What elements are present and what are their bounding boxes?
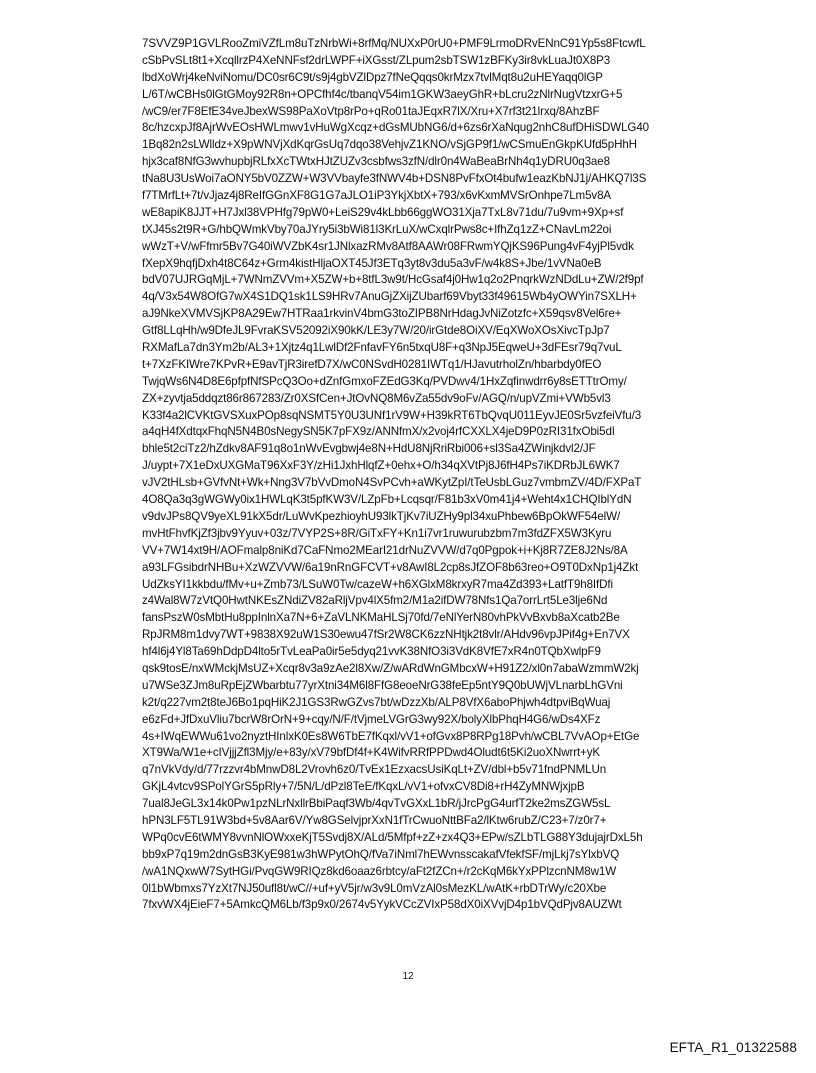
text-line: ZX+zyvtja5ddqzt86r867283/Zr0XSfCen+JtOvNQ8M6vZa55dv9oFv/AGQ/n/upVZmi+VWb5vl3 xyxy=(142,391,611,405)
text-line: u7WSe3ZJm8uRpEjZWbarbtu77yrXtni34M6l8FfG8eoeNrG38feEp5ntY9Q0bUWjVLnarbLhGVni xyxy=(142,678,623,692)
text-line: 7ual8JeGL3x14k0Pw1pzNLrNxllrBbiPaqf3Wb/4qvTvGXxL1bR/jJrcPgG4urfT2ke2msZGW5sL xyxy=(142,797,611,811)
text-line: v9dvJPs8QV9yeXL91kX5dr/LuWvKpezhioyhU93lkTjKv7iUZHy9pl34xuPhbew6BpOkWF54elW/ xyxy=(142,509,621,523)
text-line: tXJ45s2t9R+G/hbQWmkVby70aJYry5i3bWi81l3KrLuX/wCxqlrPws8c+IfhZq1zZ+CNavLm22oi xyxy=(142,222,612,236)
text-line: WPq0cvE6tWMY8vvnNlOWxxeKjT5Svdj8X/ALd/5Mfpf+zZ+zx4Q3+EPw/sZLbTLG88Y3dujajrDxL5h xyxy=(142,830,643,844)
text-line: f7TMrfLt+7t/vJjaz4j8ReIfGGnXF8G1G7aJLO1iP3YkjXbtX+793/x6vKxmMVSrOnhpe7Lm5v8A xyxy=(142,189,612,203)
text-line: 4s+IWqEWWu61vo2nyztHInlxK0Es8W6TbE7fKqxl/vV1+ofGvx8P8RPg18Pvh/wCBL7VvAOp+EtGe xyxy=(142,729,640,743)
text-line: K33f4a2lCVKtGVSXuxPOp8sqNSMT5Y0U3UNf1rV9W+H39kRT6TbQvqU011EyvJE0Sr5vzfeiVfu/3 xyxy=(142,408,642,422)
text-line: 4q/V3x54W8OfG7wX4S1DQ1sk1LS9HRv7AnuGjZXijZUbarf69Vbyt33f49615Wb4yOWYin7SXLH+ xyxy=(142,290,637,304)
text-line: 0l1bWbmxs7YzXt7NJ50ufl8t/wC//+uf+yV5jr/w3v9L0mVzAl0sMezKL/wAtK+rbDTrWy/c20Xbe xyxy=(142,881,607,895)
text-line: 7fxvWX4jEieF7+5AmkcQM6Lb/f3p9x0/2674v5YykVCcZVIxP58dX0iXVvjD4p1bVQdPjv8AUZWt xyxy=(142,898,622,912)
text-line: GKjL4vtcv9SPolYGrS5pRly+7/5N/L/dPzl8TeE/fKqxL/vV1+ofvxCV8Di8+rH4ZyMNWjxjpB xyxy=(142,780,585,794)
text-line: 4O8Qa3q3gWGWy0ix1HWLqK3t5pfKW3V/LZpFb+Lcqsqr/F81b3xV0m41j4+Weht4x1CHQIblYdN xyxy=(142,493,632,507)
text-line: lbdXoWrj4keNviNomu/DC0sr6C9t/s9j4gbVZlDpz7fNeQqqs0krMzx7tvlMqt8u2uHEYaqq0lGP xyxy=(142,70,603,84)
text-line: hjx3caf8NfG3wvhupbjRLfxXcTWtxHJtZUZv3csbfws3zfN/dlr0n4WaBeaBrNh4q1yDRU0q3ae8 xyxy=(142,155,610,169)
text-line: L/6T/wCBHs0lGtGMoy92R8n+OPCfhf4c/tbanqV54im1GKW3aeyGhR+bLcru2zNlrNugVtzxrG+5 xyxy=(142,87,623,101)
text-line: fansPszW0sMbtHu8ppInlnXa7N+6+ZaVLNKMaHLSj70fd/7eNlYerN80vhPkVvBxvb8aXcatb2Be xyxy=(142,611,620,625)
text-line: e6zFd+JfDxuVliu7bcrW8rOrN+9+cqy/N/F/tVjmeLVGrG3wy92X/bolyXlbPhqH4G6/wDs4XFz xyxy=(142,712,601,726)
text-line: z4Wal8W7zVtQ0HwtNKEsZNdiZV82aRljVpv4lX5fm2/M1a2ifDW78Nfs1Qa7orrLrt5Le3lje6Nd xyxy=(142,594,608,608)
text-line: hf4l6j4Yl8Ta69hDdpD4lto5rTvLeaPa0ir5e5dyq21vvK38NfO3i3VdK8VfE7xR4n0TQbXwlpF9 xyxy=(142,645,601,659)
text-line: a93LFGsibdrNHBu+XzWZVVW/6a19nRnGFCVT+v8AwI8L2cp8sJfZOF8b63reo+O9T0DxNp1j4Zkt xyxy=(142,560,639,574)
text-line: TwjqWs6N4D8E6pfpfNfSPcQ3Oo+dZnfGmxoFZEdG3Kq/PVDwv4/1HxZqfinwdrr6y8sETTtrOmy/ xyxy=(142,374,627,388)
text-line: 7SVVZ9P1GVLRooZmiVZfLm8uTzNrbWi+8rfMq/NUXxP0rU0+PMF9LrmoDRvENnC91Yp5s8FtcwfL xyxy=(142,37,646,50)
text-line: bdV07UJRGqMjL+7WNmZVVm+X5ZW+b+8tfL3w9t/HcGsaf4j0Hw1q2o2PnqrkWzNDdLu+ZW/2f9pf xyxy=(142,273,644,287)
text-line: XT9Wa/W1e+cIVjjjZfl3Mjy/e+83y/xV79bfDf4f+K4WifvRRfPPDwd4Oludt6t5Ki2uoXNwrrt+yK xyxy=(142,746,601,760)
page-number: 12 xyxy=(402,971,414,982)
text-line: Gtf8LLqHh/w9DfeJL9FvraKSV52092iX90kK/LE3y7W/20/irGtde8OiXV/EqXWoXOsXivcTpJp7 xyxy=(142,324,610,338)
text-line: /wA1NQxwW7SytHGi/PvqGW9RIQz8kd6oaaz6rbtcy/aFt2fZCn+/r2cKqM6kYxPPlzcnNM8w1W xyxy=(142,864,617,878)
text-line: VV+7W14xt9H/AOFmalp8niKd7CaFNmo2MEarI21drNuZVVW/d7q0Pgpok+i+Kj8R7ZE8J2Ns/8A xyxy=(142,543,628,557)
text-line: k2t/q227vm2t8teJ6Bo1pqHiK2J1GS3RwGZvs7bt/wDzzXb/ALP8VfX6aboPhjwh4dtpviBqWuaj xyxy=(142,695,611,709)
text-line: bb9xP7q19m2dnGsB3KyE981w3hWPytOhQ/fVa7iNml7hEWvnsscakafVfekfSF/mjLkj7sYlxbVQ xyxy=(142,847,620,861)
text-line: 8c/hzcxpJf8AjrWvEOsHWLmwv1vHuWgXcqz+dGsMUbNG6/d+6zs6rXaNqug2nhC8ufDHiSDWLG40 xyxy=(142,121,649,135)
document-id-stamp: EFTA_R1_01322588 xyxy=(669,1040,797,1055)
text-line: q7nVkVdy/d/77rzzvr4bMnwD8L2Vrovh6z0/TvEx1EzxacsUsiKqLt+ZV/dbl+b5v71fndPNMLUn xyxy=(142,763,607,777)
text-line: vJV2tHLsb+GVfvNt+Wk+Nng3V7bVvDmoN4SvPCvh+aWKytZpI/tTeUsbLGuz7vmbmZV/4D/FXPaT xyxy=(142,476,642,490)
text-line: mvHtFhvfKjZf3jbv9Yyuv+03z/7VYP2S+8R/GiTxFY+Kn1i7vr1ruwurubzbm7m3fdZFX5W3Kyru xyxy=(142,526,612,540)
text-line: UdZksYI1kkbdu/fMv+u+Zmb73/LSuW0Tw/cazeW+h6XGlxM8krxyR7ma4Zd393+LatfT9h8IfDfi xyxy=(142,577,613,591)
text-line: J/uypt+7X1eDxUXGMaT96XxF3Y/zHi1JxhHlqfZ+0ehx+O/h34qXVtPj8J6fH4Ps7iKDRbJL6WK7 xyxy=(142,459,620,473)
text-line: /wC9/er7F8EfE34veJbexWS98PaXoVtp8rPo+qRo01taJEqxR7lX/Xru+X7rf3t21lrxq/8AhzBF xyxy=(142,104,600,118)
text-line: qsk9tosE/nxWMckjMsUZ+Xcqr8v3a9zAe2l8Xw/Z/wARdWnGMbcxW+H91Z2/xl0n7abaWzmmW2kj xyxy=(142,661,639,675)
text-line: t+7XzFKIWre7KPvR+E9avTjR3irefD7X/wC0NSvdH0281IWTq1/HJavutrholZn/hbarbdy0fEO xyxy=(142,357,602,371)
text-line: aJ9NkeXVMVSjKP8A29Ew7HTRaa1rkvinV4bmG3toZIPB8NrHdagJvNiZotzfc+X59qsv8Vel6re+ xyxy=(142,307,622,321)
encoded-text-block xyxy=(142,36,662,914)
text-line: a4qH4fXdtqxFhqN5N4B0sNegySN5K7pFX9z/ANNfmX/x2voj4rfCXXLX4jeD9P0zRI31fxObi5dI xyxy=(142,425,615,439)
text-line: hPN3LF5TL91W3bd+5v8Aar6V/Yw8GSelvjprXxN1fTrCwuoNttBFa2/lKtw6rubZ/C23+7/z0r7+ xyxy=(142,813,607,827)
text-line: fXepX9hqfjDxh4t8C64z+Grm4kistHljaOXT45Jf3ETq3yt8v3du5a3vF/w4k8S+Jbe/1vVNa0eB xyxy=(142,256,602,270)
text-line: RpJRM8m1dvy7WT+9838X92uW1S30ewu47fSr2W8CK6zzNHtjk2t8vlr/AHdv96vpJPif4g+En7VX xyxy=(142,628,630,642)
text-line: RXMafLa7dn3Ym2b/AL3+1Xjtz4q1LwlDf2FnfavFY6n5txqU8F+q3NpJ5EqweU+3dFEsr79q7vuL xyxy=(142,341,622,355)
text-line: cSbPvSLt8t1+XcqllrzP4XeNNFsf2drLWPF+iXGsst/ZLpum2sbTSW1zBFKy3ir8vkLuaJt0X8P3 xyxy=(142,53,611,67)
text-line: 1Bq82n2sLWlldz+X9pWNVjXdKqrGsUq7dqo38VehjvZ1KNO/vSjGP9f1/wCSmuEnGkpKUfd5pHhH xyxy=(142,138,637,152)
text-line: wE8apiK8JJT+H7Jxl38VPHfg79pW0+LeiS29v4kLbb66ggWO31Xja7TxL8v71du/7u9vm+9Xp+sf xyxy=(142,205,624,219)
text-line: bhle5t2ciTz2/hZdkv8AF91q8o1nWvEvgbwj4e8N+HdU8NjRriRbi006+sl3Sa4ZWinjkdvl2/JF xyxy=(142,442,596,456)
text-line: wWzT+V/wFfmr5Bv7G40iWVZbK4sr1JNlxazRMv8Atf8AAWr08FRwmYQjKS96Pung4vF4yjPl5vdk xyxy=(142,239,634,253)
text-line: tNa8U3UsWoi7aONY5bV0ZZW+W3VVbayfe3fNWV4b+DSN8PvFfxOt4bufw1eazKbNJ1j/AHKQ7l3S xyxy=(142,172,647,186)
